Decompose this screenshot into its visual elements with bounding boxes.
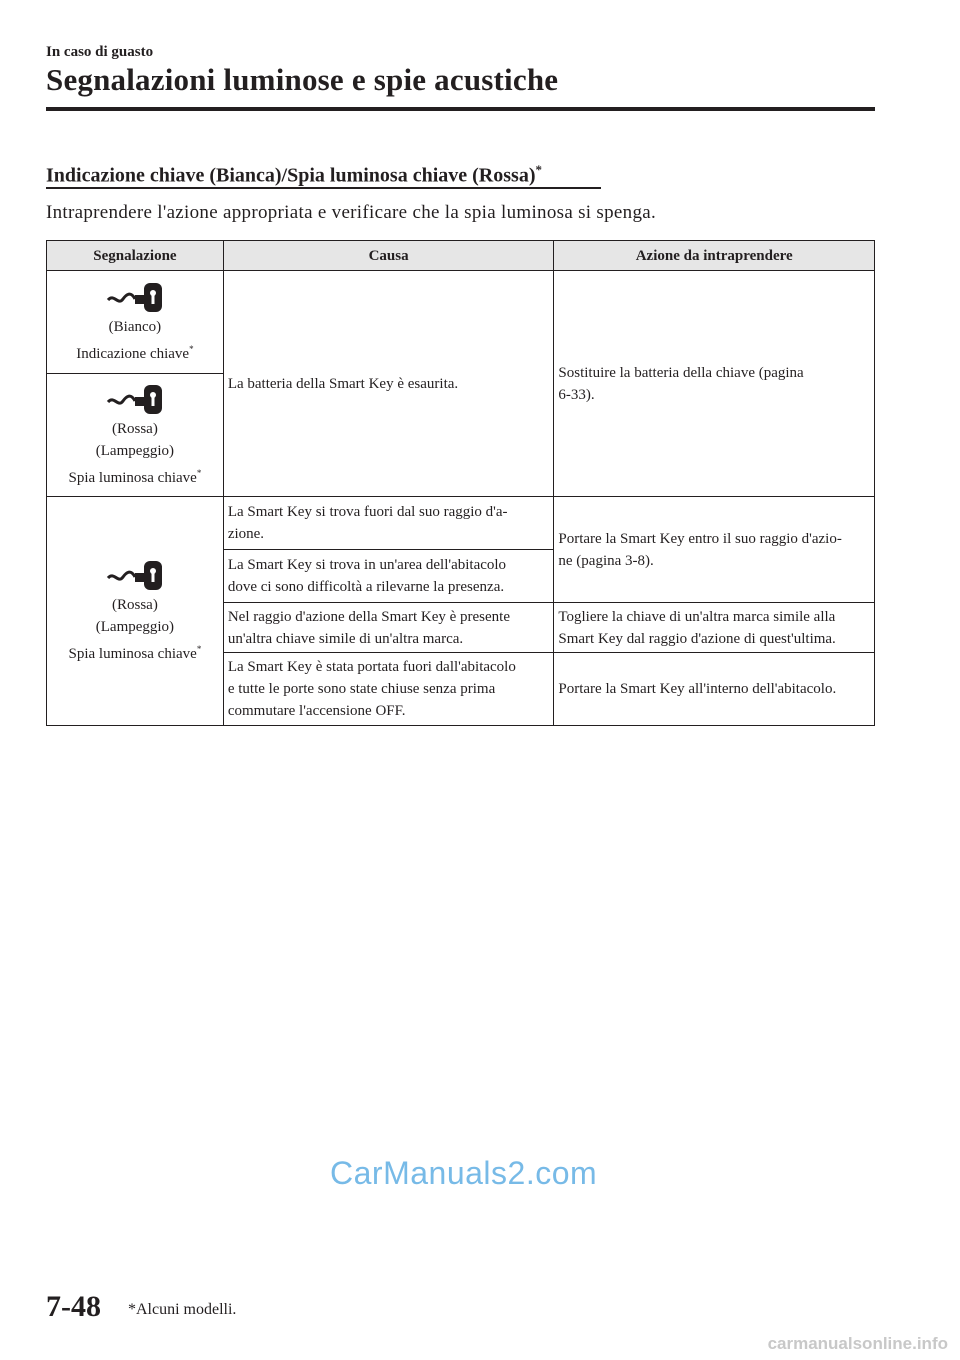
action-cell: Togliere la chiave di un'altra marca simile alla Smart Key dal raggio d'azione di quest'ultima. (554, 603, 875, 653)
signal-name: Spia luminosa chiave (68, 469, 197, 486)
title-divider (46, 107, 875, 111)
cause-cell: La Smart Key si trova fuori dal suo raggio d'a- zione. (223, 497, 554, 550)
cause-cell: Nel raggio d'azione della Smart Key è presente un'altra chiave simile di un'altra marca. (223, 603, 554, 653)
signal-mark: * (196, 643, 202, 654)
section-underline (46, 187, 601, 189)
intro-text: Intraprendere l'azione appropriata e verificare che la spia luminosa si spenga. (46, 202, 657, 223)
smart-key-icon (106, 558, 164, 592)
header-cause: Causa (223, 241, 554, 271)
action-cell: Portare la Smart Key all'interno dell'abitacolo. (554, 653, 875, 726)
table-header-row (47, 241, 875, 271)
signal-color-label: (Rossa) (112, 596, 158, 613)
watermark: CarManuals2.com (330, 1155, 598, 1191)
footnote: *Alcuni modelli. (128, 1301, 237, 1318)
signal-blink-label: (Lampeggio) (95, 618, 175, 635)
cause-cell: La batteria della Smart Key è esaurita. (223, 271, 554, 497)
section-heading (46, 162, 542, 188)
signal-mark: * (196, 467, 202, 478)
cause-cell: La Smart Key si trova in un'area dell'abitacolo dove ci sono difficoltà a rilevarne la presenza. (223, 550, 554, 603)
table-row (47, 497, 875, 550)
signal-cell-red (47, 497, 224, 726)
signal-color-label: (Rossa) (112, 420, 158, 437)
action-cell: Portare la Smart Key entro il suo raggio d'azio- ne (pagina 3-8). (554, 497, 875, 603)
section-heading-mark: * (535, 162, 542, 177)
signal-name-line (47, 338, 223, 365)
signal-mark: * (189, 343, 194, 354)
source-watermark: carmanualsonline.info (767, 1334, 948, 1353)
smart-key-icon (106, 280, 164, 314)
signal-table (46, 240, 875, 726)
header-action: Azione da intraprendere (554, 241, 875, 271)
signal-cell-white (47, 271, 224, 374)
signal-color-label: (Bianco) (108, 318, 162, 335)
section-heading-text: Indicazione chiave (Bianca)/Spia luminosa chiave (Rossa) (46, 164, 536, 187)
cause-cell: La Smart Key è stata portata fuori dall'abitacolo e tutte le porte sono state chiuse senza prima commutare l'accensione OFF. (223, 653, 554, 726)
signal-cell-red (47, 374, 224, 497)
signal-name-line (47, 638, 223, 665)
table-row (47, 271, 875, 374)
signal-name: Indicazione chiave (76, 345, 190, 362)
signal-name: Spia luminosa chiave (68, 645, 197, 662)
signal-blink-label: (Lampeggio) (95, 442, 175, 459)
header-signal: Segnalazione (47, 241, 224, 271)
chapter-label: In caso di guasto (46, 44, 154, 60)
smart-key-icon (106, 382, 164, 416)
page-number: 7-48 (46, 1290, 101, 1323)
page-title: Segnalazioni luminose e spie acustiche (46, 62, 559, 97)
action-cell: Sostituire la batteria della chiave (pagina 6-33). (554, 271, 875, 497)
signal-name-line (47, 462, 223, 489)
